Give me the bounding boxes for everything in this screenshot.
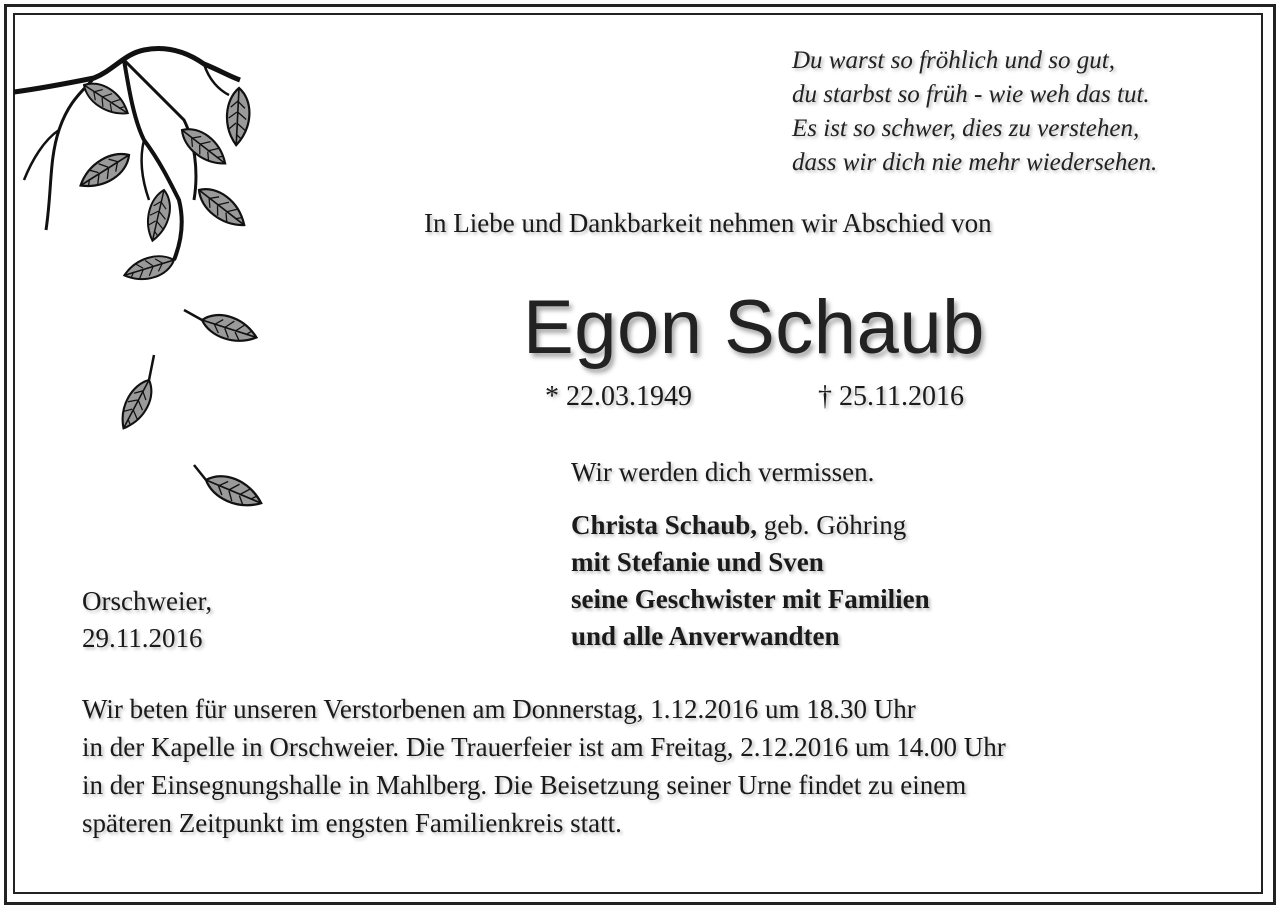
mourner-line: seine Geschwister mit Familien [571,584,930,614]
deceased-name: Egon Schaub [523,285,985,370]
birth-date: * 22.03.1949 [545,381,692,412]
intro-text: In Liebe und Dankbarkeit nehmen wir Abschied von [424,208,992,238]
poem [792,44,1157,180]
notice-line: Wir beten für unseren Verstorbenen am Donnerstag, 1.12.2016 um 18.30 Uhr [82,694,916,724]
mourner-line: mit Stefanie und Sven [571,547,824,577]
mourner-line: und alle Anverwandten [571,621,840,651]
date: 29.11.2016 [82,623,203,653]
place-and-date [82,583,212,657]
closing-text: Wir werden dich vermissen. [571,457,875,487]
mourner-line [571,507,930,544]
notice-line: in der Kapelle in Orschweier. Die Trauerfeier ist am Freitag, 2.12.2016 um 14.00 Uhr [82,732,1006,762]
funeral-notice [82,690,1006,842]
place: Orschweier, [82,586,213,616]
branch-with-falling-leaves-icon [14,40,284,520]
notice-line: späteren Zeitpunkt im engsten Familienkreis statt. [82,808,622,838]
notice-line: in der Einsegnungshalle in Mahlberg. Die Beisetzung seiner Urne findet zu einem [82,770,967,800]
poem-line: Es ist so schwer, dies zu verstehen, [792,115,1140,142]
poem-line: du starbst so früh - wie weh das tut. [792,81,1150,108]
poem-line: Du warst so fröhlich und so gut, [792,47,1115,74]
poem-line: dass wir dich nie mehr wiedersehen. [792,149,1158,176]
mourner-maiden-name: geb. Göhring [757,510,907,540]
mourners-list [571,507,930,655]
death-date: † 25.11.2016 [818,381,964,412]
mourner-name: Christa Schaub, [571,510,758,540]
